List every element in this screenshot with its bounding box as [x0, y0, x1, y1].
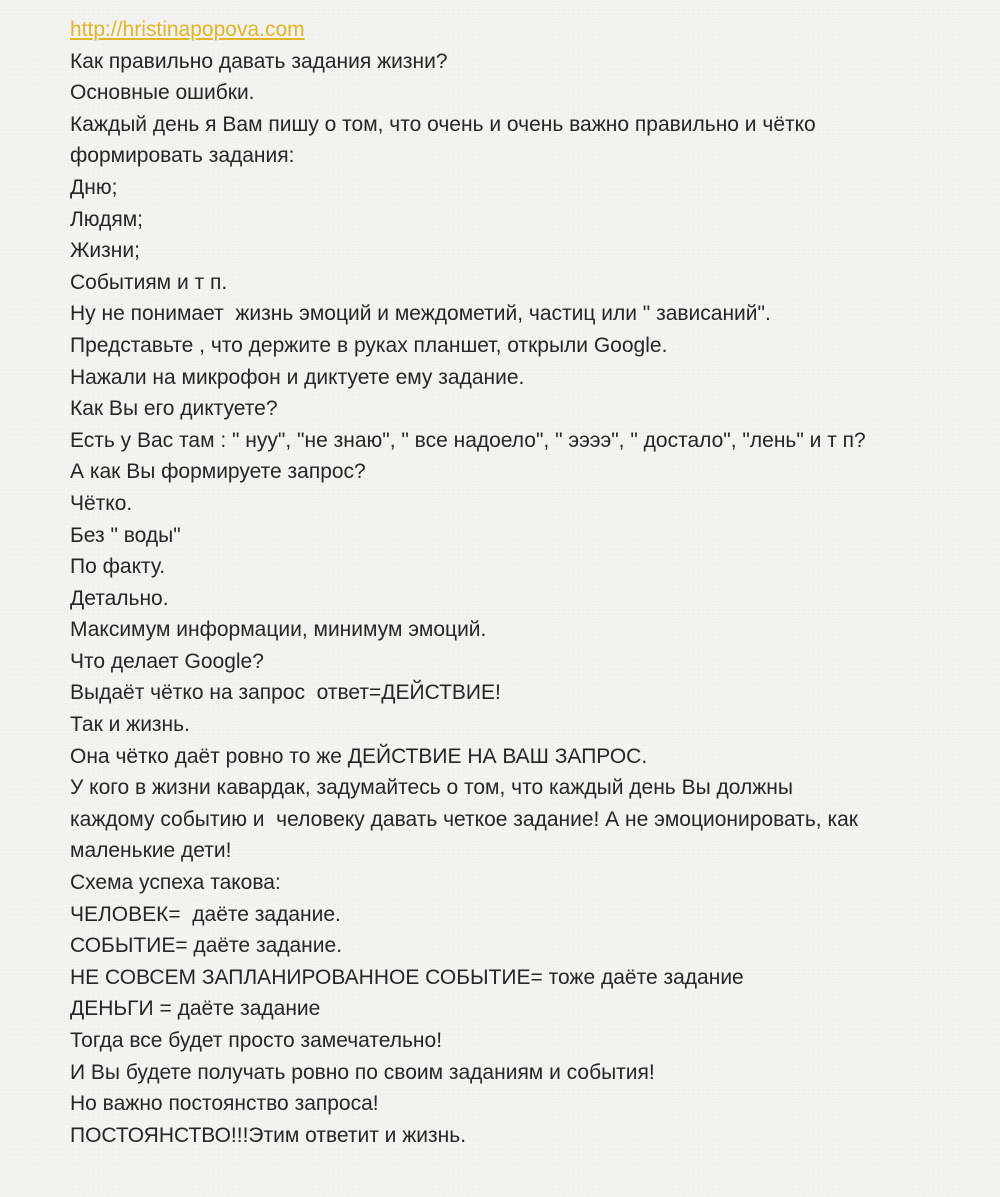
note-line: Чётко.: [70, 491, 133, 515]
note-line: формировать задания:: [70, 144, 295, 168]
note-line: ПОСТОЯНСТВО!!!Этим ответит и жизнь.: [70, 1123, 467, 1147]
note-line: И Вы будете получать ровно по своим заданиям и события!: [70, 1060, 655, 1084]
note-line: Ну не понимает жизнь эмоций и междометий, частиц или " зависаний".: [70, 302, 771, 326]
note-line: Она чётко даёт ровно то же ДЕЙСТВИЕ НА ВАШ ЗАПРОС.: [70, 744, 648, 768]
note-line: Как Вы его диктуете?: [70, 397, 278, 421]
note-line: ДЕНЬГИ = даёте задание: [70, 997, 321, 1021]
note-line: Без " воды": [70, 523, 181, 547]
note-line: каждому событию и человеку давать четкое задание! А не эмоционировать, как: [70, 807, 858, 831]
note-line: Так и жизнь.: [70, 713, 190, 737]
note-line: СОБЫТИЕ= даёте задание.: [70, 934, 343, 958]
note-line: Жизни;: [70, 239, 140, 263]
note-body: [70, 14, 970, 1151]
note-line: У кого в жизни кавардак, задумайтесь о том, что каждый день Вы должны: [70, 776, 793, 800]
note-line: НЕ СОВСЕМ ЗАПЛАНИРОВАННОЕ СОБЫТИЕ= тоже даёте задание: [70, 965, 744, 989]
note-line: ЧЕЛОВЕК= даёте задание.: [70, 902, 341, 926]
note-line: Людям;: [70, 207, 143, 231]
note-line: Выдаёт чётко на запрос ответ=ДЕЙСТВИЕ!: [70, 681, 501, 705]
note-line: Событиям и т п.: [70, 270, 228, 294]
note-line: Каждый день я Вам пишу о том, что очень и очень важно правильно и чётко: [70, 112, 816, 136]
note-line: Нажали на микрофон и диктуете ему задание.: [70, 365, 525, 389]
note-line: По факту.: [70, 555, 166, 579]
note-line: Тогда все будет просто замечательно!: [70, 1029, 443, 1052]
note-line: Максимум информации, минимум эмоций.: [70, 618, 487, 642]
note-line: Представьте , что держите в руках планшет, открыли Google.: [70, 333, 668, 357]
note-line: Есть у Вас там : " нуу", "не знаю", " все надоело", " ээээ", " достало", "лень" и т п?: [70, 428, 866, 452]
note-line: Как правильно давать задания жизни?: [70, 49, 448, 73]
note-line: маленькие дети!: [70, 839, 232, 863]
note-line: Схема успеха такова:: [70, 871, 281, 895]
note-line: Но важно постоянство запроса!: [70, 1092, 379, 1116]
website-link[interactable]: http://hristinapopova.com: [70, 18, 305, 41]
note-line: Детально.: [70, 586, 169, 610]
note-line: Что делает Google?: [70, 649, 264, 673]
note-line: Основные ошибки.: [70, 81, 255, 105]
note-line: Дню;: [70, 175, 118, 199]
note-line: А как Вы формируете запрос?: [70, 460, 366, 484]
